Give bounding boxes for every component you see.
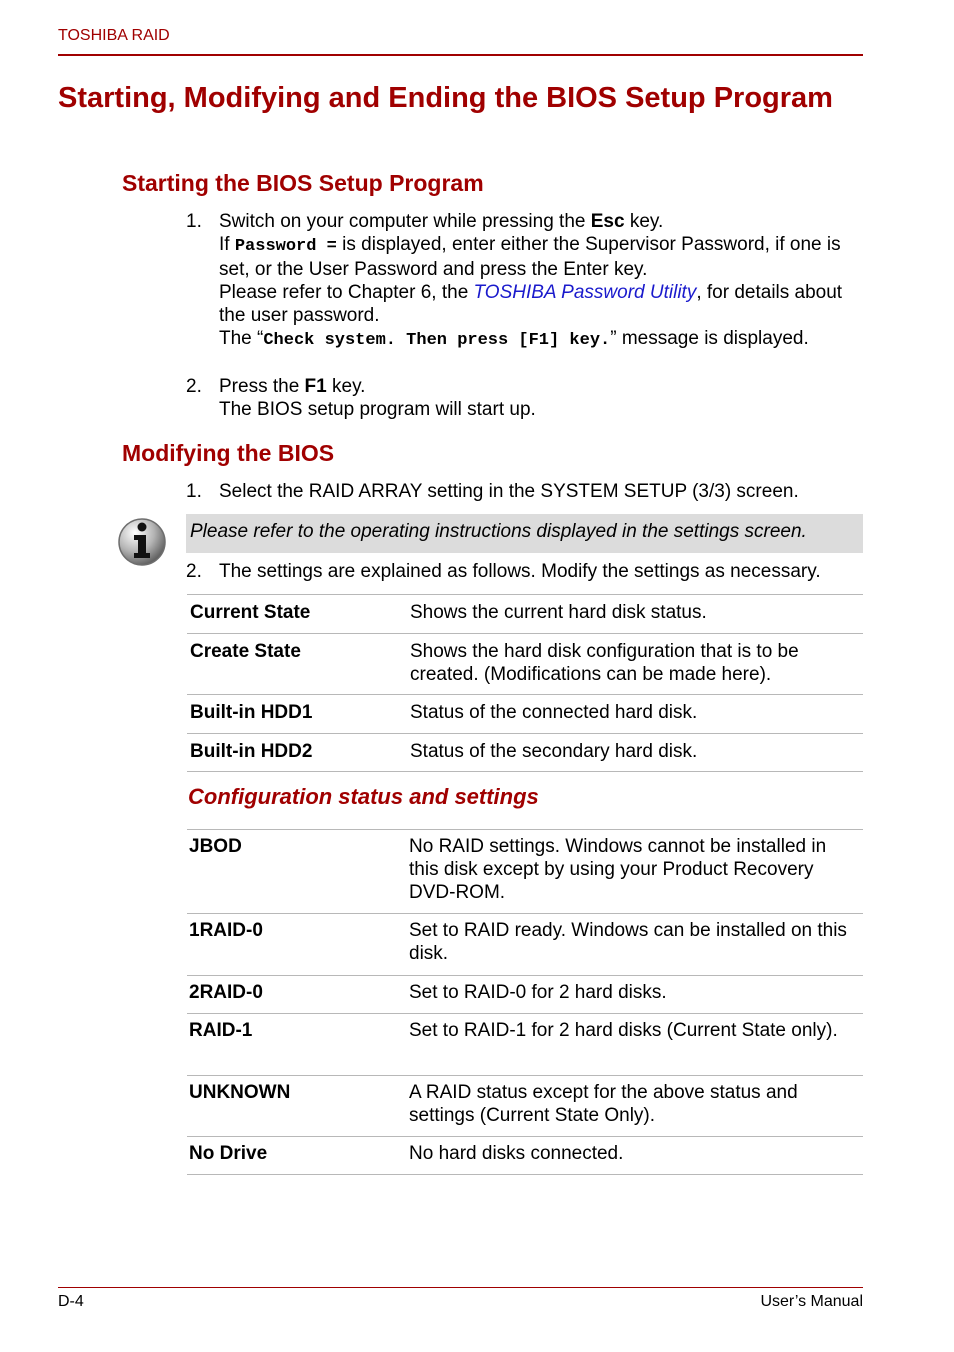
setting-value: Status of the secondary hard disk. bbox=[410, 741, 698, 762]
step-line bbox=[219, 210, 859, 233]
config-table bbox=[187, 829, 863, 1175]
config-key: 1RAID-0 bbox=[189, 920, 263, 941]
setting-value: Shows the hard disk configuration that is to be created. (Modifications can be made here). bbox=[410, 641, 799, 685]
config-value: Set to RAID-0 for 2 hard disks. bbox=[409, 982, 667, 1003]
table-row bbox=[187, 634, 863, 695]
note-text: Please refer to the operating instructions displayed in the settings screen. bbox=[190, 521, 807, 542]
setting-key: Current State bbox=[190, 602, 311, 623]
setting-value: Status of the connected hard disk. bbox=[410, 702, 698, 723]
config-key: 2RAID-0 bbox=[189, 982, 263, 1003]
table-row bbox=[187, 734, 863, 772]
table-row bbox=[187, 1076, 863, 1137]
config-key: JBOD bbox=[189, 836, 242, 857]
header-rule bbox=[58, 54, 863, 56]
step-number: 2. bbox=[186, 376, 202, 397]
setting-value: Shows the current hard disk status. bbox=[410, 602, 707, 623]
table-row bbox=[187, 1014, 863, 1076]
setting-key: Built-in HDD1 bbox=[190, 702, 313, 723]
page-title: Starting, Modifying and Ending the BIOS Setup Program bbox=[58, 82, 833, 114]
running-header: TOSHIBA RAID bbox=[58, 27, 170, 44]
step-number: 2. bbox=[186, 561, 202, 582]
step-text: is displayed, enter either the Supervisor Password, if one is set, or the User Password and press the Enter key. bbox=[219, 234, 841, 280]
table-row bbox=[187, 830, 863, 914]
config-value: Set to RAID ready. Windows can be installed on this disk. bbox=[409, 920, 847, 964]
step-text: key. bbox=[624, 211, 664, 232]
footer-rule bbox=[58, 1287, 863, 1288]
subsection-heading-config: Configuration status and settings bbox=[188, 784, 539, 809]
table-row bbox=[187, 695, 863, 734]
step-line bbox=[219, 327, 859, 352]
config-value: No hard disks connected. bbox=[409, 1143, 624, 1164]
step-line: The BIOS setup program will start up. bbox=[219, 399, 536, 420]
config-value: A RAID status except for the above status and settings (Current State Only). bbox=[409, 1082, 798, 1126]
step-text: , for details about the user password. bbox=[219, 282, 843, 326]
note-box bbox=[186, 514, 863, 553]
step-text: Please refer to Chapter 6, the bbox=[219, 282, 474, 303]
step-text: key. bbox=[326, 376, 366, 397]
table-row bbox=[187, 595, 863, 634]
step-text: Switch on your computer while pressing the bbox=[219, 211, 591, 232]
info-icon bbox=[116, 515, 168, 567]
config-key: UNKNOWN bbox=[189, 1082, 291, 1103]
step-text: Select the RAID ARRAY setting in the SYSTEM SETUP (3/3) screen. bbox=[219, 481, 799, 502]
step-number: 1. bbox=[186, 211, 202, 232]
page-number: D-4 bbox=[58, 1293, 84, 1310]
table-row bbox=[187, 1137, 863, 1175]
config-value: No RAID settings. Windows cannot be installed in this disk except by using your Product Recovery DVD-ROM. bbox=[409, 836, 827, 903]
step-text: The “ bbox=[219, 328, 264, 349]
config-key: No Drive bbox=[189, 1143, 268, 1164]
step-line bbox=[219, 233, 859, 281]
step-text: The settings are explained as follows. Modify the settings as necessary. bbox=[219, 561, 821, 582]
config-value: Set to RAID-1 for 2 hard disks (Current State only). bbox=[409, 1020, 838, 1041]
step-line bbox=[219, 281, 859, 327]
step-text: ” message is displayed. bbox=[610, 328, 809, 349]
setting-key: Create State bbox=[190, 641, 301, 662]
table-row bbox=[187, 976, 863, 1014]
code-text: Check system. Then press [F1] key. bbox=[263, 331, 611, 350]
code-text: Password = bbox=[234, 237, 337, 256]
section-heading-modifying: Modifying the BIOS bbox=[122, 440, 335, 466]
section-heading-starting: Starting the BIOS Setup Program bbox=[122, 170, 484, 196]
config-key: RAID-1 bbox=[189, 1020, 253, 1041]
password-utility-link[interactable]: TOSHIBA Password Utility bbox=[473, 282, 697, 303]
step-text: If bbox=[219, 234, 235, 255]
manual-name: User’s Manual bbox=[760, 1293, 863, 1310]
step-text: Press the bbox=[219, 376, 305, 397]
settings-table bbox=[187, 594, 863, 772]
step-line bbox=[219, 375, 859, 398]
key-name: F1 bbox=[304, 376, 327, 397]
table-row bbox=[187, 914, 863, 976]
step-number: 1. bbox=[186, 481, 202, 502]
key-name: Esc bbox=[590, 211, 625, 232]
setting-key: Built-in HDD2 bbox=[190, 741, 313, 762]
